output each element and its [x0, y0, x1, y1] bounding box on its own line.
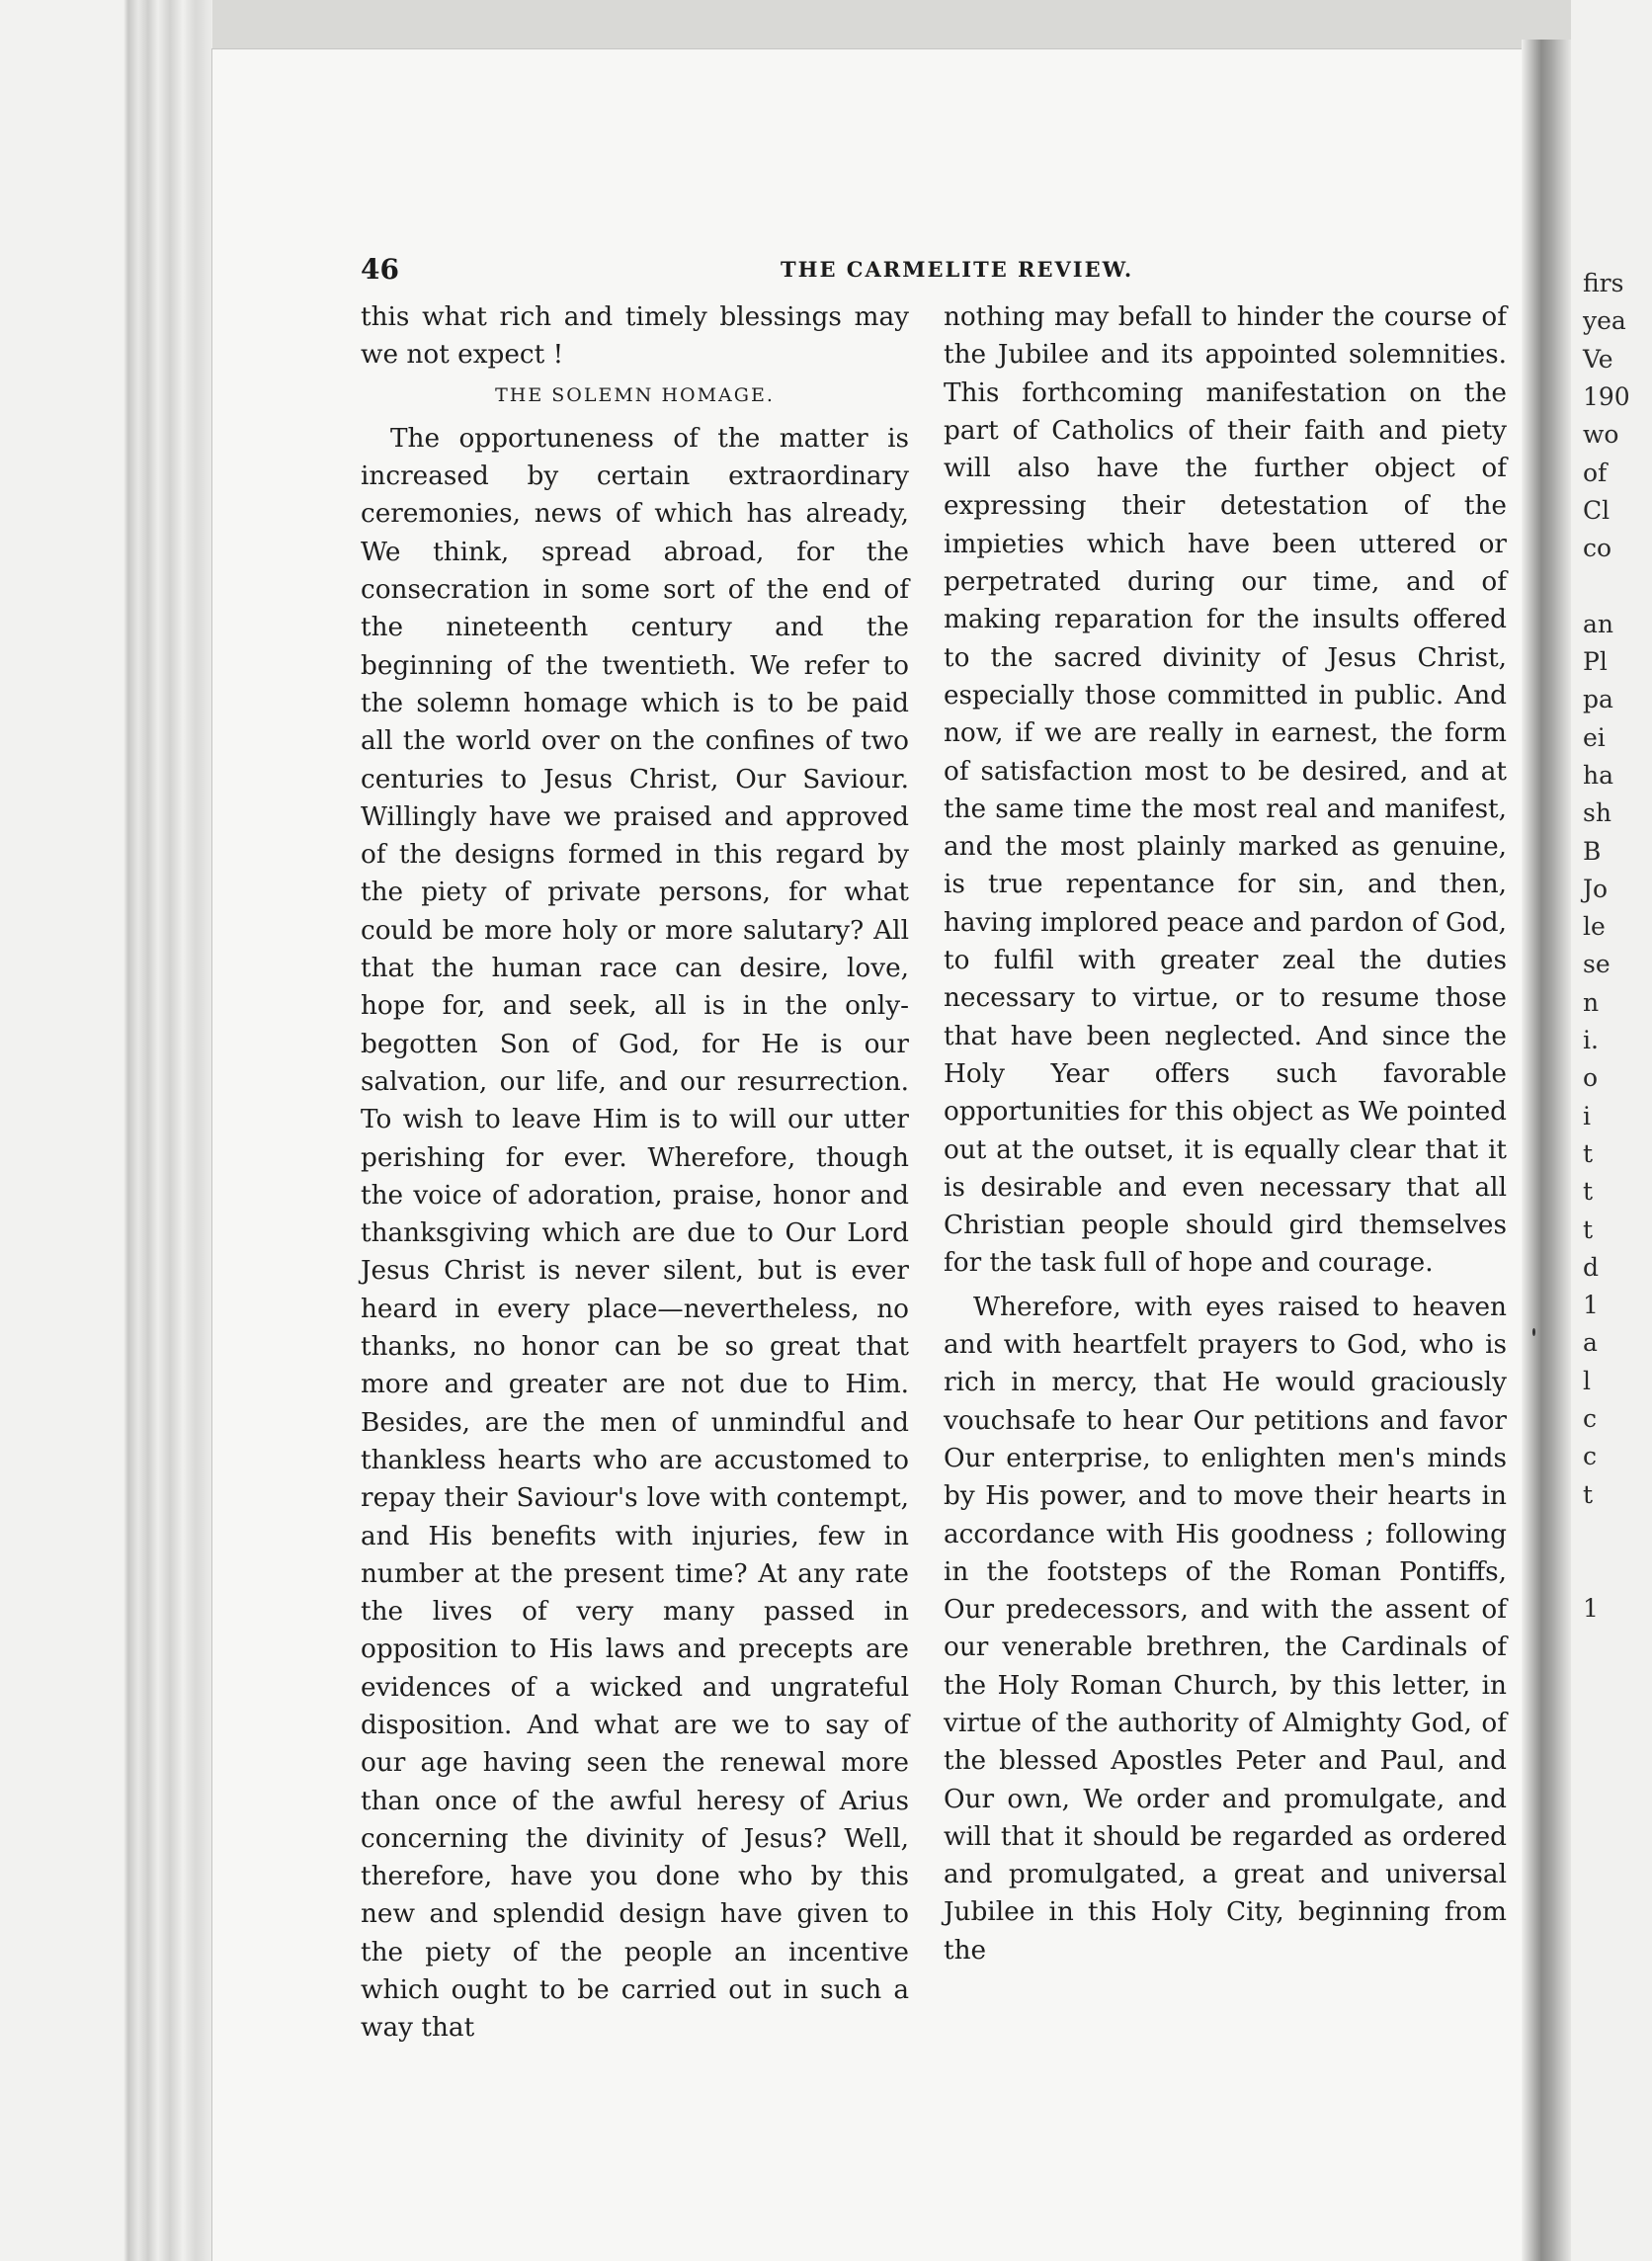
page-header	[361, 253, 1507, 287]
facing-page-fragment: a	[1583, 1328, 1598, 1358]
body-paragraph: Wherefore, with eyes raised to heaven and with heartfelt prayers to God, who is rich in mercy, that He would graciously vouchsafe to hear Our petitions and favor Our enterprise, to enlighten men's minds by His power, and to move their hearts in accordance with His goodness ; following in the footsteps of the Roman Pontiffs, Our predecessors, and with the assent of our venerable brethren, the Cardinals of the Holy Roman Church, by this letter, in virtue of the authority of Almighty God, of the blessed Apostles Peter and Paul, and Our own, We order and promulgate, and will that it should be regarded as ordered and promulgated, a great and universal Jubilee in this Holy City, beginning from the	[944, 1292, 1507, 1966]
facing-page-fragment: l	[1583, 1366, 1591, 1395]
facing-page-fragment: yea	[1583, 306, 1626, 336]
facing-page-fragment: 190	[1583, 381, 1630, 411]
facing-page-fragment: i.	[1583, 1026, 1599, 1054]
facing-page-fragment: 1	[1583, 1593, 1599, 1623]
facing-page-fragment: se	[1583, 950, 1611, 979]
facing-page-fragment: wo	[1583, 420, 1619, 450]
facing-page-fragment: firs	[1583, 269, 1624, 297]
body-paragraph: nothing may befall to hinder the course of the Jubilee and its appointed solemnities. This forthcoming manifestation on the part of Catholics of their faith and piety will also have the further object of expressing their detestation of the impieties which have been uttered or perpetrated during our time, and of making reparation for the insults offered to the sacred divinity of Jesus Christ, especially those committed in public. And now, if we are really in earnest, the form of satisfaction most to be desired, and at the same time the most real and manifest, and the most plainly marked as genuine, is true repentance for sin, and then, having implored peace and pardon of God, to fulfil with greater zeal the duties necessary to virtue, or to resume those that have been neglected. And since the Holy Year offers such favorable opportunities for this object as We pointed out at the outset, it is equally clear that it is desirable and even necessary that all Christian people should gird themselves for the task full of hope and courage.	[944, 302, 1507, 1279]
facing-page-fragment: Pl	[1583, 647, 1608, 676]
facing-page-fragment: n	[1583, 987, 1600, 1017]
facing-page-fragment: d	[1583, 1252, 1600, 1282]
facing-page-fragment: i	[1583, 1101, 1591, 1130]
facing-page-fragment: co	[1583, 534, 1612, 563]
facing-page-fragment: Ve	[1583, 344, 1613, 374]
facing-page-fragment: t	[1583, 1214, 1594, 1244]
facing-page-fragment: 1	[1583, 1291, 1599, 1320]
opening-text: this what rich and timely blessings may we not expect !	[361, 302, 909, 371]
page-edge-stack	[0, 0, 212, 2261]
facing-page-fragment: t	[1583, 1177, 1594, 1207]
left-column	[361, 298, 909, 2048]
facing-page-fragment: ha	[1583, 760, 1614, 790]
facing-page-fragment: ei	[1583, 722, 1606, 752]
facing-page-fragment: Cl	[1583, 495, 1611, 525]
section-heading: THE SOLEMN HOMAGE.	[495, 383, 775, 406]
facing-page-fragment: t	[1583, 1479, 1594, 1509]
facing-page-fragment: Jo	[1583, 874, 1609, 903]
facing-page-fragment: B	[1583, 836, 1602, 866]
facing-page-fragment: an	[1583, 609, 1614, 638]
facing-page-fragment: of	[1583, 458, 1608, 487]
page-number: 46	[361, 253, 399, 286]
facing-page-fragment: o	[1583, 1063, 1599, 1093]
body-paragraph: The opportuneness of the matter is increased by certain extraordinary ceremonies, news of which has already, We think, spread abroad, for the consecration in some sort of the end of the nineteenth century and the beginning of the twentieth. We refer to the solemn homage which is to be paid all the world over on the confines of two centuries to Jesus Christ, Our Saviour. Willingly have we praised and approved of the designs formed in this regard by the piety of private persons, for what could be more holy or more salutary? All that the human race can desire, love, hope for, and seek, all is in the only-begotten Son of God, for He is our salvation, our life, and our resurrection. To wish to leave Him is to will our utter perishing for ever. Wherefore, though the voice of adoration, praise, honor and thanksgiving which are due to Our Lord Jesus Christ is never silent, but is ever heard in every place—nevertheless, no thanks, no honor can be so great that more and greater are not due to Him. Besides, are the men of unmindful and thankless hearts who are accustomed to repay their Saviour's love with contempt, and His benefits with injuries, few in number at the present time? At any rate the lives of very many passed in opposition to His laws and precepts are evidences of a wicked and ungrateful disposition. And what are we to say of our age having seen the renewal more than once of the awful heresy of Arius concerning the divinity of Jesus? Well, therefore, have you done who by this new and splendid design have given to the piety of the people an incentive which ought to be carried out in such a way that	[361, 423, 909, 2044]
facing-page-fragment: c	[1583, 1404, 1598, 1433]
right-column	[944, 298, 1507, 1969]
ink-fleck	[1532, 1328, 1535, 1336]
facing-page-fragment: sh	[1583, 798, 1611, 828]
book-gutter	[1522, 40, 1571, 2261]
running-title: THE CARMELITE REVIEW.	[781, 257, 1134, 282]
facing-page-fragment: c	[1583, 1442, 1598, 1471]
facing-page-fragment: le	[1583, 912, 1606, 942]
facing-page-fragment: t	[1583, 1138, 1594, 1168]
facing-page	[1571, 0, 1652, 2261]
facing-page-fragment: pa	[1583, 685, 1613, 714]
